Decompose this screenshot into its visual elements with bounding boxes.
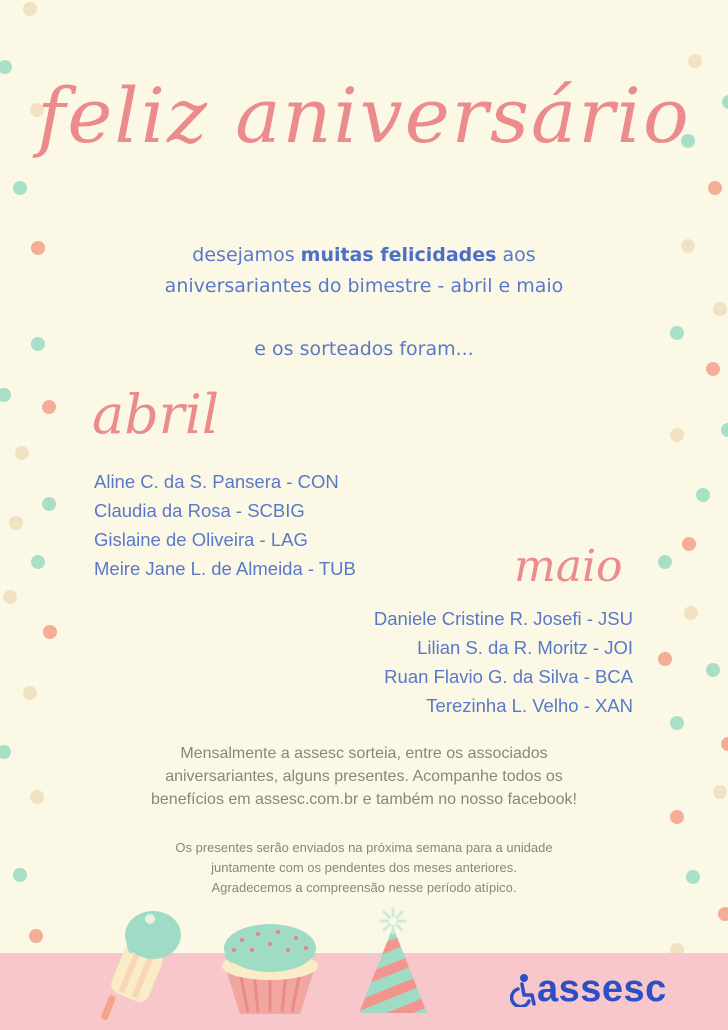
list-item: Lilian S. da R. Moritz - JOI — [417, 637, 633, 658]
list-item: Gislaine de Oliveira - LAG — [94, 529, 308, 550]
info-line: benefícios em assesc.com.br e também no nosso facebook! — [151, 791, 577, 808]
intro-text: desejamos — [192, 244, 301, 266]
delivery-line: Os presentes serão enviados na próxima semana para a unidade — [175, 840, 553, 855]
info-note — [0, 742, 728, 811]
cupcake-icon — [218, 920, 322, 1018]
info-line: aniversariantes, alguns presentes. Acompanhe todos os — [165, 768, 563, 785]
abril-heading: abril — [92, 383, 220, 446]
drawn-text: e os sorteados foram... — [254, 338, 474, 360]
info-line: Mensalmente a assesc sorteia, entre os associados — [180, 745, 548, 762]
wheelchair-accessibility-icon — [510, 973, 536, 1007]
intro-line-1 — [0, 240, 728, 271]
logo-text: assesc — [537, 968, 667, 1010]
assesc-logo[interactable] — [510, 968, 667, 1011]
page-title: feliz aniversário — [37, 71, 691, 160]
list-item: Claudia da Rosa - SCBIG — [94, 500, 305, 521]
intro-message — [0, 240, 728, 302]
ice-cream-icon — [98, 905, 188, 1025]
delivery-line: juntamente com os pendentes dos meses anteriores. — [211, 860, 517, 875]
party-hat-icon — [355, 905, 431, 1020]
list-item: Ruan Flavio G. da Silva - BCA — [384, 666, 633, 687]
abril-list — [94, 467, 356, 583]
maio-heading: maio — [514, 541, 623, 592]
list-item: Aline C. da S. Pansera - CON — [94, 471, 339, 492]
list-item: Daniele Cristine R. Josefi - JSU — [373, 608, 633, 629]
delivery-note — [0, 838, 728, 898]
maio-list — [374, 604, 633, 720]
intro-highlight: muitas felicidades — [300, 244, 497, 266]
intro-text: aos — [496, 244, 536, 266]
list-item: Terezinha L. Velho - XAN — [426, 695, 633, 716]
intro-line-2: aniversariantes do bimestre - abril e maio — [164, 275, 564, 297]
list-item: Meire Jane L. de Almeida - TUB — [94, 558, 356, 579]
delivery-line: Agradecemos a compreensão nesse período atípico. — [211, 880, 517, 895]
